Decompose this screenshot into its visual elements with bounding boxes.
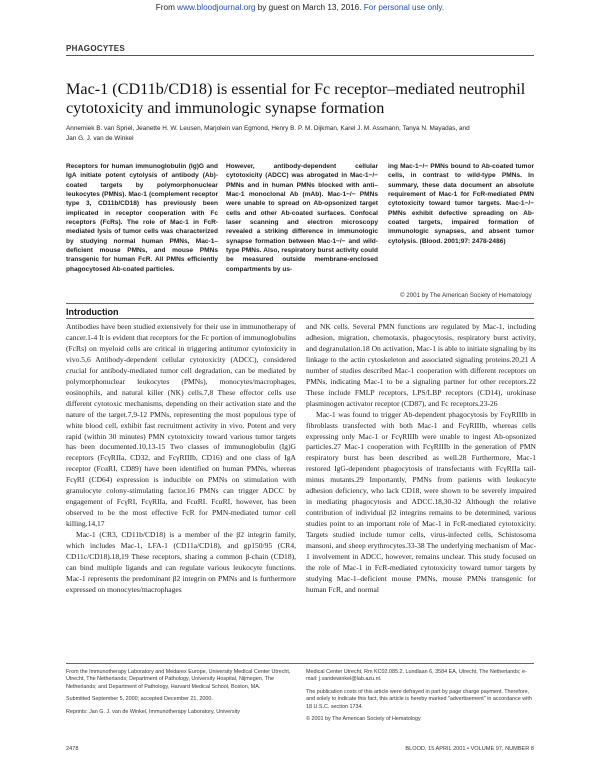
copyright-note: © 2001 by The American Society of Hematology — [306, 716, 421, 723]
abstract-copyright: © 2001 by The American Society of Hematology — [400, 292, 532, 299]
body-paragraph: Antibodies have been studied extensively for their use in immunotherapy of cancer.1-4 It is evident that receptors for the Fc portion of immunoglobulins (FcRs) on myeloid cells are critical in triggering antitumor cytotoxicity in vivo.5,6 Antibody-dependent cellular cytotoxicity (ADCC), considered crucial for antibody-mediated tumor cell degradation, can be mediated by polymorphonuclear leukocytes (PMNs), monocytes/macrophages, eosinophils, and natural killer (NK) cells.7,8 These effector cells use different cytotoxic mechanisms, depending on their activation state and the nature of the target.7,9-12 PMNs, representing the most populous type of white blood cell, exhibit fast recruitment activity in vivo. Potent and very rapid (within 30 minutes) PMN cytotoxicity toward various tumor targets has been documented.10,13-15 Two classes of immunoglobulin (Ig)G receptors (FcγRIIa, CD32, and FcγRIIIb, CD16) and one class of IgA receptor (FcαRI, CD89) have been identified on human PMNs, whereas FcγRI (CD64) expression is inducible on PMNs on stimulation with granulocyte colony-stimulating factor.16 PMNs can trigger ADCC by engagement of FcγRI, FcγRIIa, and FcαRI. FcαRI, however, has been observed to be the most effective FcR for PMN-mediated tumor cell killing.14,17 — [66, 322, 296, 529]
section-label: PHAGOCYTES — [66, 44, 126, 53]
body-column-right — [306, 322, 536, 596]
footnotes-right — [306, 669, 534, 728]
charges-note: The publication costs of this article were defrayed in part by page charge payment. Therefore, and solely to indicate this fact, this article is hereby marked "advertisement" in accordance with 18 U.S.C. section 1734. — [306, 688, 532, 710]
personal-use-link[interactable]: For personal use only. — [363, 3, 445, 12]
body-column-left — [66, 322, 296, 596]
intro-rule-bottom — [66, 318, 534, 319]
intro-rule-top — [66, 303, 534, 304]
download-banner — [0, 3, 600, 12]
abstract-column-1: Receptors for human immunoglobulin (Ig)G and IgA initiate potent cytolysis of antibody (Ab)-coated targets by polymorphonuclear leukocytes (PMNs). Mac-1 (complement receptor type 3, CD11b/CD18) has previously been implicated in receptor cooperation with Fc receptors (FcRs). The role of Mac-1 in FcR-mediated lysis of tumor cells was characterized by studying normal human PMNs, Mac-1–deficient mouse PMNs, and mouse PMNs transgenic for human FcR. All PMNs efficiently phagocytosed Ab-coated particles. — [66, 163, 218, 273]
page-number: 2478 — [66, 746, 79, 752]
body-paragraph: Mac-1 was found to trigger Ab-dependent phagocytosis by FcγRIIIb in fibroblasts transfected with both Mac-1 and FcγRIIIb, whereas cells expressing only Mac-1 or FcγRIIIb were unable to ingest Ab-opsonized particles.27 Mac-1 cooperation with FcγRIIIb in the generation of PMN respiratory burst has been described as well.28 Furthermore, Mac-1 restored IgG-dependent phagocytosis of transfectants with FcγRIIa tail-minus mutants.29 Importantly, PMNs from patients with leukocyte adhesion deficiency, who lack CD18, were shown to be severely impaired in mediating phagocytosis and ADCC.18,30-32 Although the relative contribution of individual β2 integrins remains to be determined, various studies point to an important role of Mac-1 in FcR-mediated cytotoxicity. Targets studied include tumor cells, virus-infected cells, Schistosoma mansoni, and sheep erythrocytes.33-38 The underlying mechanism of Mac-1 involvement in ADCC, however, remains unclear. This study focused on the role of Mac-1 in FcR-mediated cytotoxicity toward tumor targets by studying Mac-1–deficient mouse PMNs, mouse PMNs transgenic for human FcR, and normal — [306, 409, 536, 594]
abstract-column-3: ing Mac-1−/− PMNs bound to Ab-coated tumor cells, in contrast to wild-type PMNs. In summary, these data document an absolute requirement of Mac-1 for FcR-mediated PMN cytotoxicity toward tumor targets. Mac-1−/− PMNs exhibit defective spreading on Ab-coated targets, impaired formation of immunologic synapses, and absent tumor cytolysis. (Blood. 2001;97: 2478-2486) — [388, 163, 534, 245]
footnotes-left — [66, 669, 294, 721]
body-paragraph: Mac-1 (CR3, CD11b/CD18) is a member of the β2 integrin family, which includes Mac-1, LFA-1 (CD11a/CD18), and gp150/95 (CR4, CD11c/CD18).18,19 These receptors, sharing a common β-chain (CD18), can bind multiple ligands and can regulate various leukocyte functions. Mac-1 represents the predominant β2 integrin on PMNs and is furthermore expressed on monocytes/macrophages — [66, 530, 296, 594]
reprints-note: Reprints: Jan G. J. van de Winkel, Immunotherapy Laboratory, University — [66, 708, 240, 715]
affiliation-note: From the Immunotherapy Laboratory and Medarex Europe, University Medical Center Utrecht, Utrecht, The Netherlands; Department of Pathology, University Hospital, Nijmegen, The Netherlands; and Department of Pathology, Harvard Medical School, Boston, MA. — [66, 669, 291, 690]
banner-from: From — [155, 3, 175, 12]
intro-heading: Introduction — [66, 307, 119, 317]
author-list: Annemiek B. van Spriel, Jeanette H. W. Leusen, Marjolein van Egmond, Henry B. P. M. Dijkman, Karel J. M. Assmann, Tanya N. Mayadas, and Jan G. J. van de Winkel — [66, 125, 470, 142]
footnote-rule — [66, 663, 534, 664]
article-title: Mac-1 (CD11b/CD18) is essential for Fc receptor–mediated neutrophil cytotoxicity and immunologic synapse formation — [66, 80, 526, 117]
address-note: Medical Center Utrecht, Rm KC02.085.2, Lundlaan 6, 3584 EA, Utrecht, The Netherlands; e-mail: j.vandewinkel@lab.azu.nl. — [306, 669, 527, 683]
dates-note: Submitted September 5, 2000; accepted December 21, 2000. — [66, 696, 213, 703]
journal-info: BLOOD, 15 APRIL 2001 • VOLUME 97, NUMBER 8 — [405, 746, 534, 752]
journal-site-link[interactable]: www.bloodjournal.org — [177, 3, 256, 12]
body-paragraph: and NK cells. Several PMN functions are regulated by Mac-1, including adhesion, migration, chemotaxis, phagocytosis, respiratory burst activity, and degranulation.18 On activation, Mac-1 is able to initiate signaling by its linkage to the actin cytoskeleton and associated signaling proteins.20,21 A number of studies described Mac-1 cooperation with different receptors on PMNs, indicating Mac-1 to be a signaling partner for other receptors.22 These include FMLP receptors, LPS/LBP receptors (CD14), urokinase plasminogen activator receptor (CD87), and Fc receptors.23-26 — [306, 322, 536, 408]
abstract-column-2: However, antibody-dependent cellular cytotoxicity (ADCC) was abrogated in Mac-1−/− PMNs and in human PMNs blocked with anti–Mac-1 monoclonal Ab (mAb). Mac-1−/− PMNs were unable to spread on Ab-opsonized target cells and other Ab-coated surfaces. Confocal laser scanning and electron microscopy revealed a striking difference in immunologic synapse formation between Mac-1−/− and wild-type PMNs. Also, respiratory burst activity could be measured outside membrane-enclosed compartments by us- — [226, 163, 378, 273]
banner-date: by guest on March 13, 2016. — [257, 3, 362, 12]
header-rule — [66, 55, 534, 56]
